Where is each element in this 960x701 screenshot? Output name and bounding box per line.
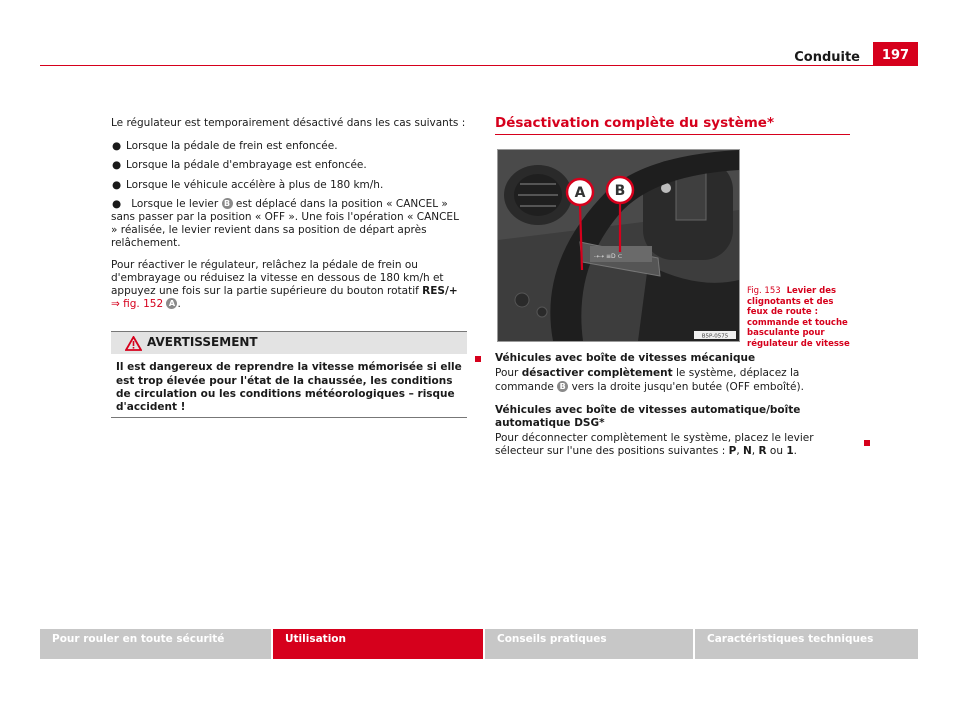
intro-text: Le régulateur est temporairement désactivé dans les cas suivants :	[111, 117, 466, 129]
figure-code: B5P-0575	[701, 333, 729, 340]
left-column	[111, 117, 466, 418]
auto-text: Pour déconnecter complètement le système, placez le levier sélecteur sur l'une des positions suivantes : P, N, R ou 1.	[495, 432, 814, 458]
footer-tab-specs[interactable]: Caractéristiques techniques	[695, 629, 918, 659]
footer-tab-safety[interactable]: Pour rouler en toute sécurité	[40, 629, 271, 659]
section-title: Désactivation complète du système*	[495, 115, 775, 131]
warning-icon	[125, 336, 142, 351]
auto-heading: Véhicules avec boîte de vitesses automatique/boîte automatique DSG*	[495, 403, 801, 430]
figure-label-a: A	[574, 185, 586, 202]
figure-image	[497, 149, 740, 342]
callout-badge-a: A	[166, 298, 177, 309]
section-end-marker	[475, 356, 481, 362]
manual-heading: Véhicules avec boîte de vitesses mécanique	[495, 352, 756, 365]
list-item: ● Lorsque le véhicule accélère à plus de 180 km/h.	[112, 178, 384, 191]
warning-text: Il est dangereux de reprendre la vitesse mémorisée si elle est trop élevée pour l'état de la chaussée, les conditions de circulation ou les conditions météorologiques – risque d'accident !	[116, 361, 462, 414]
key-label: RES/+	[422, 285, 458, 298]
figure-label-b: B	[614, 183, 626, 200]
steering-lever-illustration	[498, 150, 739, 341]
section-rule	[495, 134, 850, 135]
footer-tab-tips[interactable]: Conseils pratiques	[485, 629, 693, 659]
figure-block	[495, 149, 852, 349]
footer-tab-usage[interactable]: Utilisation	[273, 629, 483, 659]
figure-reference-link[interactable]: ⇒ fig. 152	[111, 298, 164, 311]
callout-badge-b: B	[222, 198, 233, 209]
header-rule	[40, 65, 918, 66]
list-item: ● Lorsque la pédale d'embrayage est enfoncée.	[112, 159, 367, 172]
page-number: 197	[873, 42, 918, 66]
list-item: ● Lorsque le levier B est déplacé dans la position « CANCEL » sans passer par la position « OFF ». Une fois l'opération « CANCEL » réalisée, le levier revient dans sa position de départ après relâchement.	[111, 197, 459, 250]
section-end-marker	[864, 440, 870, 446]
list-item: ● Lorsque la pédale de frein est enfoncée.	[112, 140, 338, 153]
page-title: Conduite	[794, 50, 860, 65]
svg-text:⇢⇢ ≡D ⊂: ⇢⇢ ≡D ⊂	[594, 253, 623, 261]
manual-text: Pour désactiver complètement le système, déplacez la commande B vers la droite jusqu'en butée (OFF emboîté).	[495, 367, 804, 393]
figure-caption: Fig. 153 Levier des clignotants et des feux de route : commande et touche basculante pour régulateur de vitesse	[747, 286, 850, 349]
warning-title: AVERTISSEMENT	[147, 335, 258, 350]
conditions-list	[111, 140, 466, 250]
right-column	[495, 117, 852, 469]
callout-badge-b: B	[557, 381, 568, 392]
reactivate-text: Pour réactiver le régulateur, relâchez la pédale de frein ou d'embrayage ou réduisez la vitesse en dessous de 180 km/h et appuyez une fois sur la partie supérieure du bouton rotatif RES/+ ⇒ fig. 152 A .	[111, 258, 458, 311]
warning-header	[111, 332, 467, 354]
warning-box	[111, 331, 467, 418]
